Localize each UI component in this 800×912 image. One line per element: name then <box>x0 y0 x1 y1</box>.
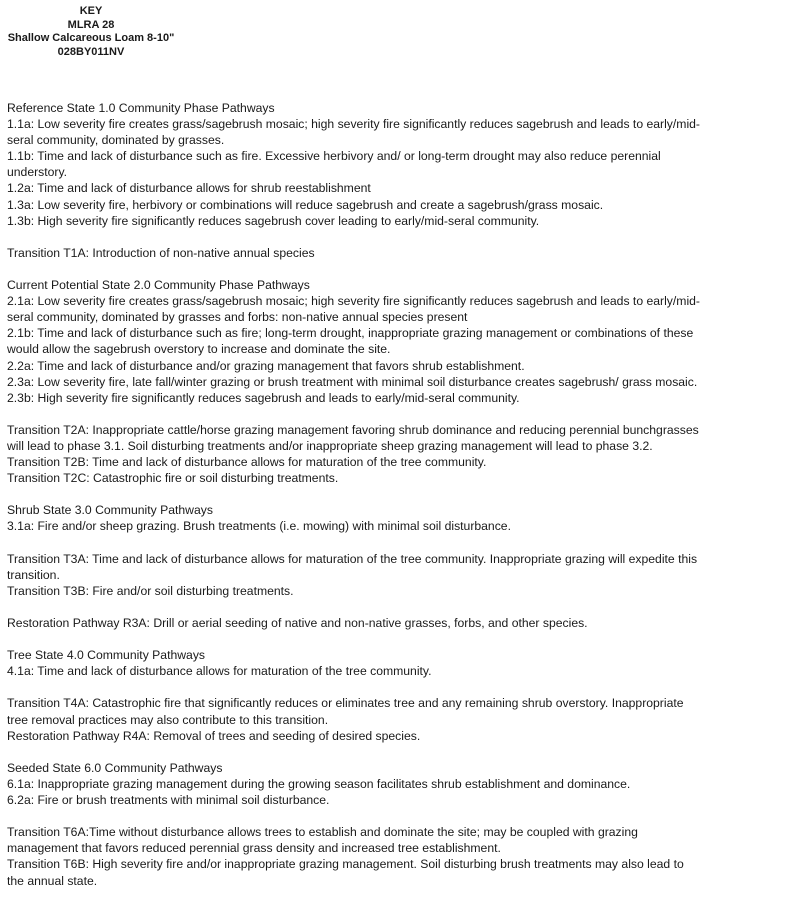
text-line: 2.3a: Low severity fire, late fall/winter grazing or brush treatment with minimal soil disturbance creates sagebrush/ grass mosaic. <box>7 374 698 389</box>
text-section <box>7 245 797 261</box>
text-line: Transition T2A: Inappropriate cattle/horse grazing management favoring shrub dominance and reducing perennial bunchgrasses <box>7 422 699 437</box>
text-line: 1.3a: Low severity fire, herbivory or combinations will reduce sagebrush and create a sagebrush/grass mosaic. <box>7 197 604 212</box>
text-line: 6.2a: Fire or brush treatments with minimal soil disturbance. <box>7 793 330 808</box>
text-line: would allow the sagebrush overstory to increase and dominate the site. <box>7 342 391 357</box>
header-key-title: KEY <box>79 5 103 17</box>
text-line: 2.2a: Time and lack of disturbance and/or grazing management that favors shrub establishment. <box>7 358 525 373</box>
text-line: 1.2a: Time and lack of disturbance allows for shrub reestablishment <box>7 181 371 196</box>
text-section <box>7 277 797 406</box>
text-section <box>7 422 797 486</box>
text-line: 1.1a: Low severity fire creates grass/sagebrush mosaic; high severity fire significantly reduces sagebrush and leads to early/mid- <box>7 117 700 132</box>
text-line: Current Potential State 2.0 Community Phase Pathways <box>7 278 310 293</box>
text-line: understory. <box>7 165 68 180</box>
text-line: 2.1a: Low severity fire creates grass/sagebrush mosaic; high severity fire significantly reduces sagebrush and leads to early/mid- <box>7 294 700 309</box>
text-section <box>7 824 797 888</box>
text-line: 1.1b: Time and lack of disturbance such as fire. Excessive herbivory and/ or long-term drought may also reduce perennial <box>7 149 661 164</box>
text-line: management that favors reduced perennial grass density and increased tree establishment. <box>7 841 501 856</box>
text-section <box>7 100 797 229</box>
text-line: Tree State 4.0 Community Pathways <box>7 648 206 663</box>
text-line: Restoration Pathway R3A: Drill or aerial seeding of native and non-native grasses, forbs, and other species. <box>7 616 588 630</box>
document-body <box>7 100 797 905</box>
text-line: tree removal practices may also contribute to this transition. <box>7 712 329 727</box>
text-line: seral community, dominated by grasses and forbs: non-native annual species present <box>7 310 468 325</box>
text-section <box>7 615 797 631</box>
text-line: Transition T4A: Catastrophic fire that significantly reduces or eliminates tree and any remaining shrub overstory. Inappropriate <box>7 696 684 711</box>
text-line: Transition T3B: Fire and/or soil disturbing treatments. <box>7 583 294 598</box>
text-section <box>7 502 797 534</box>
text-line: Transition T6A:Time without disturbance allows trees to establish and dominate the site; may be coupled with grazing <box>7 825 638 840</box>
text-section <box>7 760 797 808</box>
document-header <box>0 5 182 59</box>
text-line: Shrub State 3.0 Community Pathways <box>7 503 213 518</box>
text-line: 4.1a: Time and lack of disturbance allows for maturation of the tree community. <box>7 664 432 679</box>
text-line: Transition T1A: Introduction of non-native annual species <box>7 245 315 260</box>
header-mlra: MLRA 28 <box>67 18 115 31</box>
header-site-id: 028BY011NV <box>57 45 125 58</box>
text-line: 3.1a: Fire and/or sheep grazing. Brush treatments (i.e. mowing) with minimal soil disturbance. <box>7 519 511 534</box>
text-line: Restoration Pathway R4A: Removal of trees and seeding of desired species. <box>7 728 421 743</box>
text-line: will lead to phase 3.1. Soil disturbing treatments and/or inappropriate sheep grazing management will lead to phase 3.2. <box>7 438 653 453</box>
text-line: 2.1b: Time and lack of disturbance such as fire; long-term drought, inappropriate grazing management or combinations of these <box>7 326 694 341</box>
text-line: 6.1a: Inappropriate grazing management during the growing season facilitates shrub establishment and dominance. <box>7 776 631 791</box>
text-line: transition. <box>7 567 60 582</box>
text-section <box>7 647 797 679</box>
text-line: seral community, dominated by grasses. <box>7 133 225 148</box>
header-site-name: Shallow Calcareous Loam 8-10" <box>7 32 175 44</box>
text-line: 2.3b: High severity fire significantly reduces sagebrush and leads to early/mid-seral community. <box>7 390 520 405</box>
text-section <box>7 695 797 743</box>
text-line: Reference State 1.0 Community Phase Pathways <box>7 101 275 115</box>
text-line: Transition T3A: Time and lack of disturbance allows for maturation of the tree community. Inappropriate grazing will expedite this <box>7 551 698 566</box>
text-line: Seeded State 6.0 Community Pathways <box>7 760 223 775</box>
text-line: Transition T2B: Time and lack of disturbance allows for maturation of the tree community. <box>7 455 487 470</box>
text-line: the annual state. <box>7 873 98 888</box>
text-section <box>7 551 797 599</box>
text-line: 1.3b: High severity fire significantly reduces sagebrush cover leading to early/mid-seral community. <box>7 213 540 228</box>
text-line: Transition T2C: Catastrophic fire or soil disturbing treatments. <box>7 471 339 486</box>
text-line: Transition T6B: High severity fire and/or inappropriate grazing management. Soil disturbing brush treatments may also lead to <box>7 857 684 872</box>
